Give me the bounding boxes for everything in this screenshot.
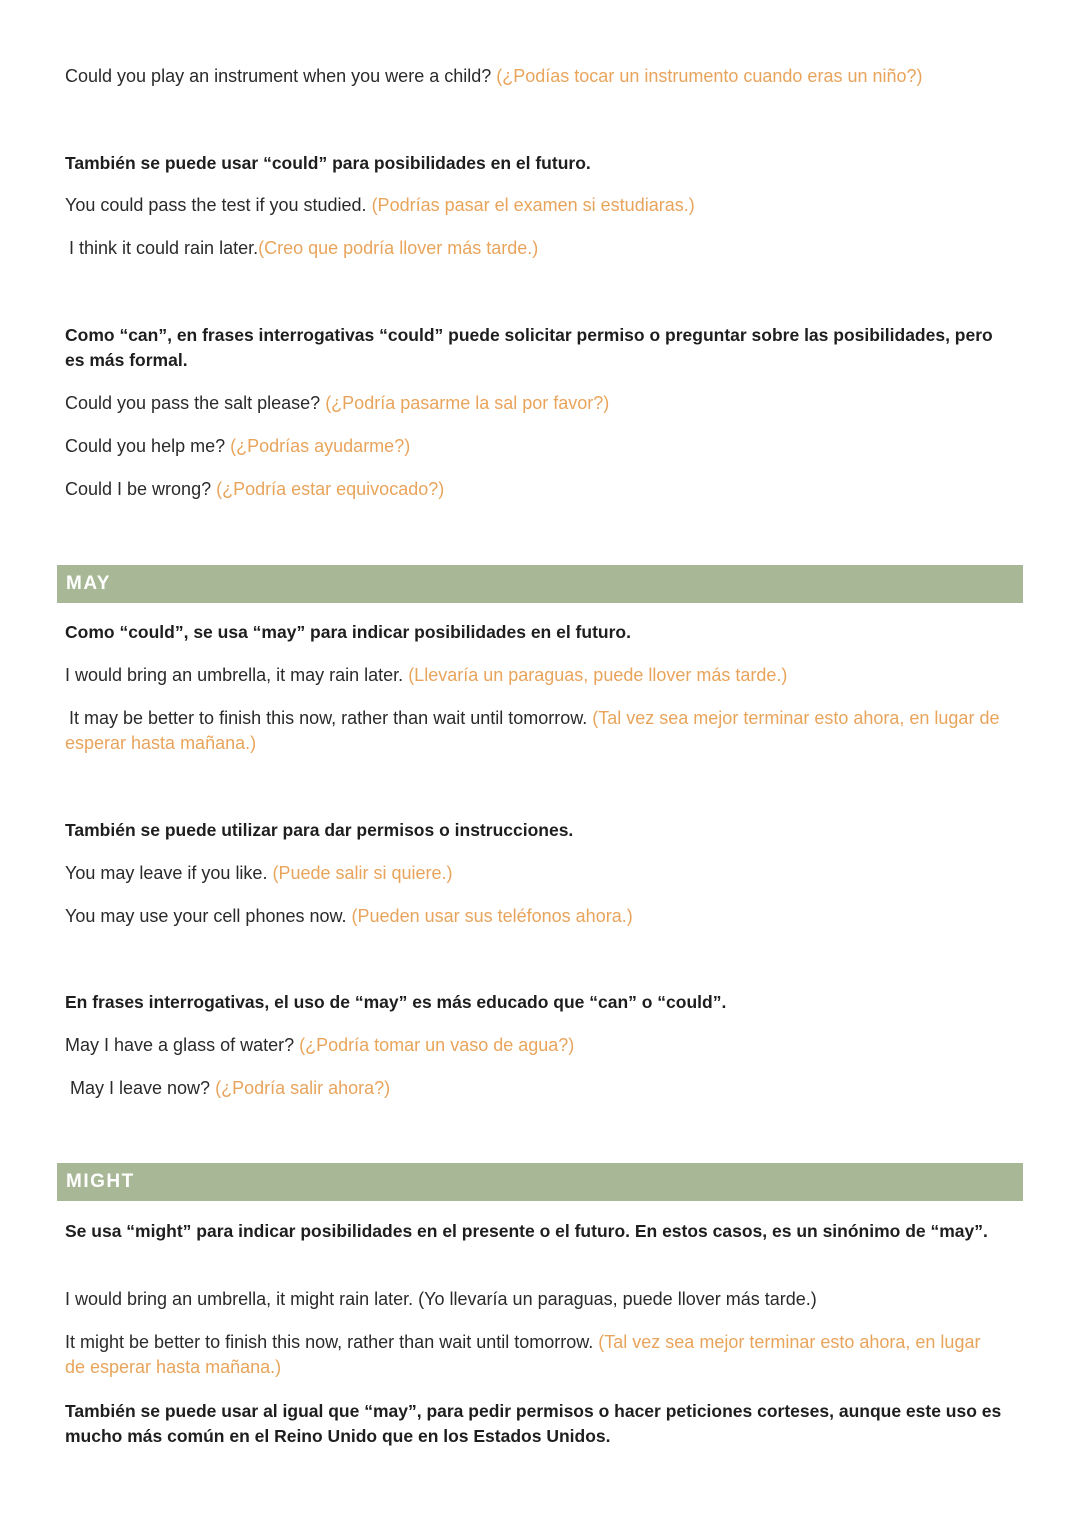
example-spanish: (Pueden usar sus teléfonos ahora.) (351, 906, 633, 926)
example-english: You could pass the test if you studied. (65, 195, 367, 215)
example-spanish: (Puede salir si quiere.) (272, 863, 453, 883)
section-header-might: MIGHT (57, 1163, 1023, 1201)
example-english: May I have a glass of water? (65, 1035, 295, 1055)
example-spanish: (¿Podías tocar un instrumento cuando eras un niño?) (496, 66, 923, 86)
example-could-question-2 (65, 434, 1005, 459)
example-english: I would bring an umbrella, it might rain later. (Yo llevaría un paraguas, puede llover más tarde.) (65, 1289, 817, 1309)
example-english: I think it could rain later. (69, 238, 259, 258)
example-spanish: (¿Podrías ayudarme?) (230, 436, 411, 456)
example-may-2 (65, 706, 1005, 756)
example-might-1 (65, 1287, 1005, 1312)
example-spanish: (Llevaría un paraguas, puede llover más tarde.) (408, 665, 788, 685)
heading-could-future: También se puede usar “could” para posibilidades en el futuro. (65, 153, 591, 173)
example-english: Could you help me? (65, 436, 226, 456)
heading-may-future: Como “could”, se usa “may” para indicar posibilidades en el futuro. (65, 622, 631, 642)
example-may-4 (65, 904, 1005, 929)
example-english: Could I be wrong? (65, 479, 212, 499)
example-may-6 (70, 1076, 1010, 1101)
example-spanish: (¿Podría salir ahora?) (215, 1078, 391, 1098)
heading-might-permission: También se puede usar al igual que “may”, para pedir permisos o hacer peticiones corteses, aunque este uso es mucho más común en el Reino Unido que en los Estados Unidos. (65, 1401, 1002, 1446)
example-could-question-3 (65, 477, 1005, 502)
example-may-3 (65, 861, 1005, 886)
example-may-1 (65, 663, 1005, 688)
example-english: I would bring an umbrella, it may rain later. (65, 665, 404, 685)
heading-may-permission: También se puede utilizar para dar permisos o instrucciones. (65, 820, 574, 840)
example-might-2 (65, 1330, 1005, 1380)
example-english: Could you pass the salt please? (65, 393, 321, 413)
example-may-5 (65, 1033, 1005, 1058)
example-could-future-1 (65, 193, 1005, 218)
example-spanish: (¿Podría tomar un vaso de agua?) (299, 1035, 575, 1055)
example-could-future-2 (69, 236, 1009, 261)
example-english: It might be better to finish this now, rather than wait until tomorrow. (65, 1332, 594, 1352)
example-english: You may use your cell phones now. (65, 906, 347, 926)
example-english: May I leave now? (70, 1078, 211, 1098)
example-spanish: (¿Podría estar equivocado?) (216, 479, 445, 499)
example-english: Could you play an instrument when you were a child? (65, 66, 492, 86)
example-spanish: (Tal vez sea mejor terminar esto ahora, en lugar de esperar hasta mañana.) (65, 1332, 981, 1377)
example-could-question-1 (65, 391, 1005, 416)
heading-could-questions: Como “can”, en frases interrogativas “could” puede solicitar permiso o preguntar sobre las posibilidades, pero es más formal. (65, 325, 993, 370)
example-could-past (65, 64, 1005, 89)
example-spanish: (Creo que podría llover más tarde.) (258, 238, 539, 258)
heading-may-questions: En frases interrogativas, el uso de “may” es más educado que “can” o “could”. (65, 992, 727, 1012)
example-spanish: (Tal vez sea mejor terminar esto ahora, en lugar de esperar hasta mañana.) (65, 708, 1000, 753)
example-english: You may leave if you like. (65, 863, 268, 883)
heading-might-possibility: Se usa “might” para indicar posibilidades en el presente o el futuro. En estos casos, es un sinónimo de “may”. (65, 1221, 988, 1241)
example-spanish: (¿Podría pasarme la sal por favor?) (325, 393, 610, 413)
example-spanish: (Podrías pasar el examen si estudiaras.) (371, 195, 695, 215)
section-header-may: MAY (57, 565, 1023, 603)
example-english: It may be better to finish this now, rather than wait until tomorrow. (69, 708, 588, 728)
